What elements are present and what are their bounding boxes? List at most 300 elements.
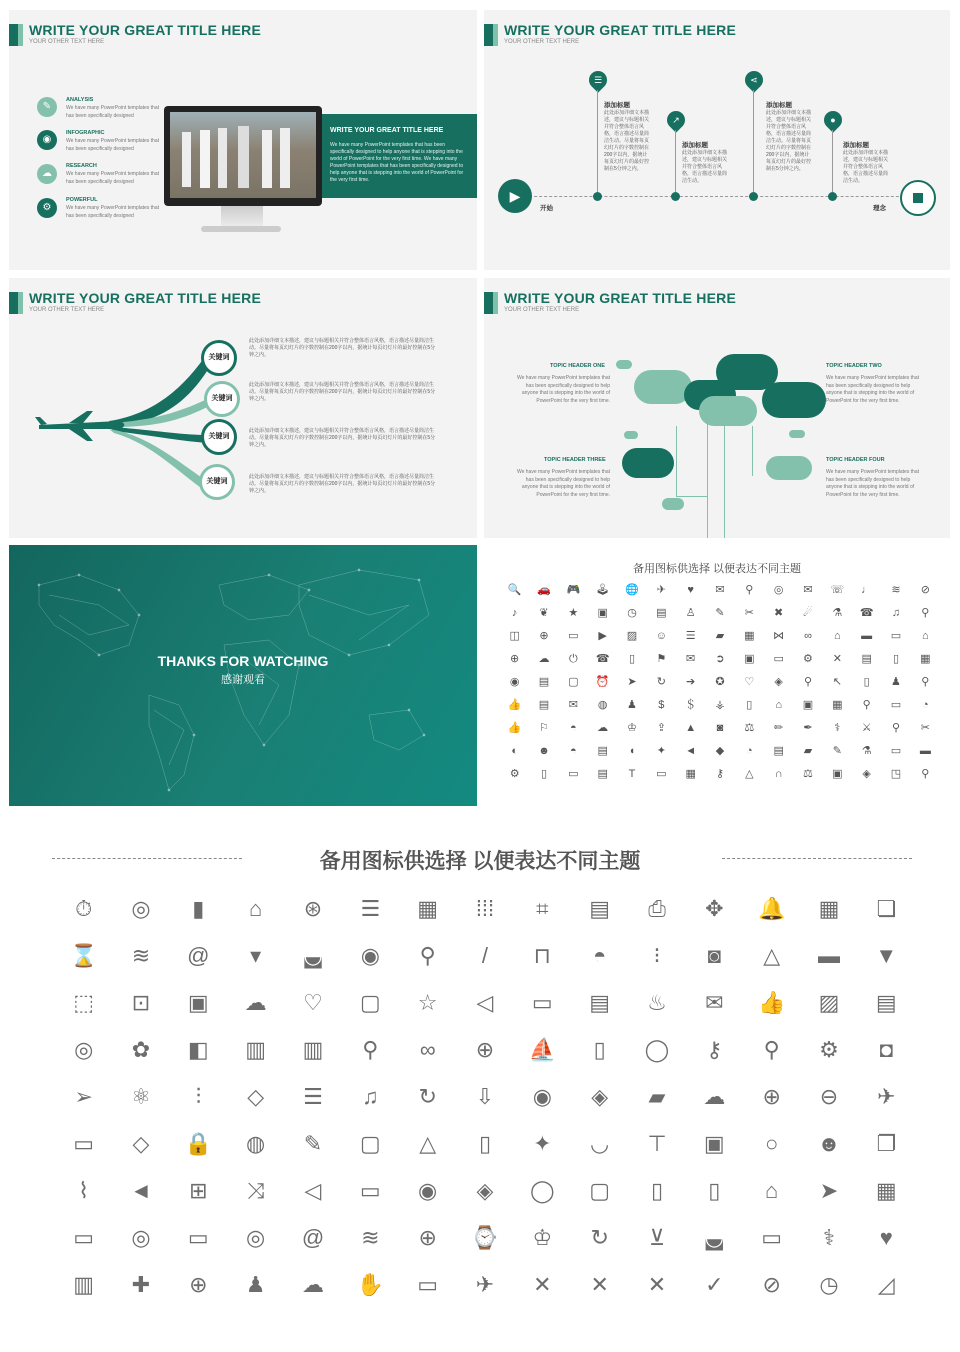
- watch-icon: ⌚: [471, 1225, 499, 1250]
- phone2-icon: ☎: [859, 607, 874, 619]
- heart-icon: ♥: [687, 584, 694, 596]
- presentation-icon: ◿: [877, 1272, 895, 1297]
- thanks-title: THANKS FOR WATCHING: [157, 653, 329, 669]
- topic-text: We have many PowerPoint templates that has been specifically designed to help anyone that is stepping into the world of PowerPoint for the very first time.: [516, 375, 610, 404]
- gear2-icon: ⚙: [509, 768, 520, 780]
- pencil-icon: ✏: [774, 722, 784, 734]
- video-icon: ▭: [531, 990, 553, 1015]
- card-icon: ▭: [656, 768, 667, 780]
- at-icon: @: [187, 943, 210, 968]
- trophy-icon: ♔: [532, 1225, 553, 1250]
- slide-analysis: [9, 10, 477, 270]
- graduation-cap-icon: △: [763, 943, 781, 968]
- mic-icon: ♩: [861, 584, 873, 596]
- big-icon-title: 备用图标供选择 以便表达不同主题: [319, 850, 641, 873]
- checkmark-icon: ✓: [705, 1272, 724, 1297]
- slide-subtitle: YOUR OTHER TEXT HERE: [504, 307, 580, 313]
- controller-icon: 🕹: [595, 584, 610, 596]
- pen2-icon: ✒: [803, 722, 813, 734]
- target-icon: ◎: [74, 1037, 94, 1062]
- folder-add-icon: ▭: [761, 1225, 783, 1250]
- checklist-icon: ✎: [37, 97, 57, 117]
- chat-icon: ❏: [876, 896, 897, 921]
- send-icon: ➤: [819, 1178, 839, 1203]
- money-icon: $: [658, 699, 665, 711]
- speech-bubble-icon: ◯: [530, 1178, 555, 1203]
- atv-icon: ◉: [360, 943, 380, 968]
- alarm-icon: ⏰: [595, 676, 610, 688]
- big-icon-grid: [55, 885, 915, 1308]
- music-icon: ♫: [891, 607, 901, 619]
- cursor-icon: ↖: [832, 676, 842, 688]
- title-accent-bar: [484, 292, 498, 314]
- title-accent-bar: [484, 24, 498, 46]
- timeline-line: [514, 196, 924, 197]
- eraser-icon: ▰: [803, 745, 813, 757]
- scale-icon: ⚖: [744, 722, 755, 734]
- heart-icon: ♡: [303, 990, 323, 1015]
- broadcast-icon: ◉: [532, 1084, 552, 1109]
- timeline-dot: [749, 192, 758, 201]
- drink-icon: ◫: [509, 630, 520, 642]
- vehicle-icon: ▭: [568, 630, 579, 642]
- hospital-icon: ▥: [73, 1272, 95, 1297]
- topic-title: TOPIC HEADER ONE: [550, 363, 605, 369]
- send-icon: ➤: [627, 676, 637, 688]
- monitor-image: [164, 106, 322, 206]
- chair-icon: ◳: [890, 768, 902, 780]
- keyword-circle: 关键词: [201, 340, 237, 376]
- scissors-icon: ✂: [744, 607, 754, 619]
- pin-icon: ⚲: [921, 607, 930, 619]
- slide-title: WRITE YOUR GREAT TITLE HERE: [29, 22, 261, 38]
- stopwatch-icon: ⏱: [75, 896, 93, 921]
- key-icon: ⚷: [706, 1037, 723, 1062]
- bandage-icon: ✕: [533, 1272, 552, 1297]
- feature-text: We have many PowerPoint templates that has been specifically designed: [66, 138, 160, 152]
- brush-icon: ⚕: [834, 722, 841, 734]
- hanger-icon: ⌂: [834, 630, 841, 642]
- item-title: 添加标题: [843, 142, 869, 149]
- item-title: 添加标题: [604, 102, 630, 109]
- hourglass-icon: ⌛: [69, 943, 98, 968]
- text-box: [322, 114, 477, 198]
- tag-icon: ◈: [862, 768, 871, 780]
- globe-icon: ⊕: [418, 1225, 437, 1250]
- camera-icon: ◘: [879, 1037, 893, 1062]
- dollar-icon: ＄: [685, 699, 697, 711]
- thumbs-up-icon: 👍: [757, 990, 786, 1015]
- satellite-icon: ☄: [803, 607, 813, 619]
- id-icon: ▤: [538, 676, 550, 688]
- cart-icon: ⊻: [648, 1225, 666, 1250]
- cloud-icon: ☁: [244, 990, 267, 1015]
- bottle-icon: ▮: [192, 896, 205, 921]
- title-accent-bar: [9, 24, 23, 46]
- envelope-icon: ✉: [715, 584, 725, 596]
- item-text: 此处添加详细文本描述，建议与标题相关并符合整体语言风格，语言描述尽量简洁生动。: [682, 150, 728, 184]
- flag2-icon: ⚐: [539, 722, 549, 734]
- bus-icon: ▭: [359, 1178, 381, 1203]
- avatar-badge-icon: ◉: [418, 1178, 438, 1203]
- map-icon: ▥: [302, 1037, 324, 1062]
- car-icon: 🚗: [537, 584, 551, 596]
- dropper-icon: ⚲: [862, 699, 871, 711]
- telephone-icon: ☎: [595, 653, 610, 665]
- traffic-light-icon: ⁝: [653, 943, 661, 968]
- calendar-icon: ▦: [875, 1178, 897, 1203]
- item-text: 此处添加详细文本描述，建议与标题相关并符合整体语言风格，语言描述尽量简洁生动。尽量将每页幻灯片的字数控制在200字以内，据统计每页幻灯片的最好控制在5分钟之内。: [604, 110, 650, 172]
- tools-icon: ✕: [832, 653, 842, 665]
- leaf-icon: ❦: [539, 607, 549, 619]
- sliders-icon: ⫶: [195, 1084, 202, 1109]
- sedan-icon: ◛: [703, 1225, 725, 1250]
- next-icon: ➔: [686, 676, 696, 688]
- truck-icon: ▭: [187, 1225, 209, 1250]
- zoom-in-icon: ⊕: [475, 1037, 495, 1062]
- split-arrow-icon: ⤨: [246, 1178, 265, 1203]
- joystick-icon: ⚲: [921, 768, 930, 780]
- diamond-icon: ◇: [132, 1131, 150, 1156]
- folder-icon: ▭: [568, 768, 579, 780]
- like-icon: 👍: [507, 722, 522, 734]
- list-icon: ☰: [585, 67, 610, 92]
- bell-icon: ♪: [511, 607, 518, 619]
- video-icon: ▶: [598, 630, 607, 642]
- coffee-cup-icon: ▯: [650, 1178, 664, 1203]
- garage-icon: ⌂: [249, 896, 263, 921]
- plane-icon: ✈: [656, 584, 666, 596]
- feature-text: We have many PowerPoint templates that has been specifically designed: [66, 171, 160, 185]
- keyword-circle: 关键词: [199, 464, 235, 500]
- pipette-icon: ⚲: [891, 722, 901, 734]
- cup-icon: ▯: [892, 653, 900, 665]
- pencil-icon: ✎: [303, 1131, 323, 1156]
- keyword-circle: 关键词: [204, 381, 240, 417]
- crop-icon: ⌗: [536, 896, 549, 921]
- cone-icon: ▲: [685, 722, 697, 734]
- brain-icon: ☁: [301, 1272, 324, 1297]
- award-icon: ✪: [715, 676, 725, 688]
- slide-airplane: [9, 278, 477, 538]
- feature-text: We have many PowerPoint templates that has been specifically designed: [66, 105, 160, 119]
- title-accent-bar: [9, 292, 23, 314]
- mute-icon: ◁: [476, 990, 494, 1015]
- search-icon: ⚲: [763, 1037, 780, 1062]
- bulb-outline-icon: ○: [765, 1131, 779, 1156]
- shop-icon: ▤: [861, 653, 872, 665]
- paragraph: 此处添加详细文本描述，建议与标题相关并符合整体语言风格，语言描述尽量简洁生动。尽量将每页幻灯片的字数控制在200字以内，据统计每页幻灯片的最好控制在5分钟之内。: [249, 382, 436, 402]
- refresh-icon: ↻: [656, 676, 666, 688]
- end-label: 理念: [873, 205, 886, 212]
- gem-icon: ◆: [715, 745, 725, 757]
- mail2-icon: ✉: [568, 699, 578, 711]
- compass-icon: ⊘: [762, 1272, 781, 1297]
- topic-title: TOPIC HEADER TWO: [826, 363, 882, 369]
- car-icon: ◛: [302, 943, 324, 968]
- photo-icon: ▣: [597, 607, 608, 619]
- compass-icon: ⊘: [920, 584, 930, 596]
- heartbeat-icon: ♥: [879, 1225, 893, 1250]
- topic-text: We have many PowerPoint templates that has been specifically designed to help anyone that is stepping into the world of PowerPoint for the very first time.: [516, 469, 610, 498]
- tv-icon: ▢: [359, 990, 381, 1015]
- music-icon: ♫: [362, 1084, 379, 1109]
- mortarboard-icon: △: [419, 1131, 437, 1156]
- slide-title: WRITE YOUR GREAT TITLE HERE: [29, 290, 261, 306]
- newspaper-icon: ▤: [589, 990, 611, 1015]
- gauge-icon: ◔: [746, 745, 753, 757]
- link-icon: ∞: [804, 630, 812, 642]
- keyword-circle: 关键词: [201, 419, 237, 455]
- slide-timeline: [484, 10, 950, 270]
- trash-icon: ▯: [540, 768, 548, 780]
- astro-icon: ✦: [656, 745, 666, 757]
- email-icon: ✉: [686, 653, 696, 665]
- feature-title: ANALYSIS: [66, 97, 94, 103]
- thumb-icon: 👍: [507, 699, 522, 711]
- star-icon: ☆: [417, 990, 438, 1015]
- start-label: 开始: [540, 205, 553, 212]
- spy-icon: ◈: [476, 1178, 494, 1203]
- cd-icon: ◎: [131, 1225, 151, 1250]
- heart2-icon: ♡: [744, 676, 755, 688]
- necktie-icon: ▼: [875, 943, 898, 968]
- zoom-icon: ⚲: [803, 676, 813, 688]
- smartphone-icon: ▯: [708, 1178, 721, 1203]
- star-icon: ★: [568, 607, 579, 619]
- film-camera-icon: ◙: [707, 943, 721, 968]
- doc-icon: ▤: [597, 768, 608, 780]
- lifebuoy-icon: ◎: [246, 1225, 266, 1250]
- card2-icon: ▣: [832, 768, 843, 780]
- search-icon: 🔍: [507, 584, 522, 596]
- wifi-icon: ≋: [131, 943, 151, 968]
- file-icon: ▯: [628, 653, 636, 665]
- disc-icon: ◎: [131, 896, 151, 921]
- storefront-icon: ⌂: [765, 1178, 779, 1203]
- phone-icon: ☏: [830, 584, 845, 596]
- slide-icon-sheet: [484, 545, 950, 806]
- chart-icon: ▦: [744, 630, 755, 642]
- item-text: 此处添加详细文本描述，建议与标题相关并符合整体语言风格，语言描述尽量简洁生动。尽量将每页幻灯片的字数控制在200字以内，据统计每页幻灯片的最好控制在5分钟之内。: [766, 110, 812, 172]
- timer-icon: ◔: [922, 699, 929, 711]
- user-icon: ♟: [891, 676, 901, 688]
- item-title: 添加标题: [766, 102, 792, 109]
- list-icon: ☰: [685, 630, 696, 642]
- airplane-icon: ✈: [877, 1084, 896, 1109]
- camera-icon: ◉: [509, 676, 520, 688]
- flower-icon: ✿: [131, 1037, 151, 1062]
- power-icon: ⏻: [568, 653, 578, 665]
- megaphone-icon: ◄: [685, 745, 697, 757]
- glasses-icon: ◎: [773, 584, 784, 596]
- people-icon: ♟: [627, 699, 637, 711]
- sign-icon: ⚶: [715, 699, 725, 711]
- house-icon: ⌂: [775, 699, 782, 711]
- tshirt-icon: ⊤: [647, 1131, 667, 1156]
- clock-icon: ◷: [627, 607, 637, 619]
- globe-icon: 🌐: [625, 584, 639, 596]
- mobile-icon: ▯: [746, 699, 753, 711]
- feature-title: RESEARCH: [66, 163, 97, 169]
- network-icon: ⋈: [773, 630, 785, 642]
- wallet-icon: ▭: [73, 1225, 95, 1250]
- megaphone-icon: ◄: [130, 1178, 152, 1203]
- chat-icon: ☁: [538, 653, 550, 665]
- inbox-icon: ▤: [589, 896, 611, 921]
- list-icon: ☰: [360, 896, 381, 921]
- spray-icon: ⚗: [861, 745, 872, 757]
- zoom-out-icon: ⊖: [819, 1084, 839, 1109]
- frame-icon: ⊡: [131, 990, 151, 1015]
- bell-icon: 🔔: [757, 896, 786, 921]
- team-icon: ☺: [655, 630, 667, 642]
- calendar-icon: ▦: [832, 699, 843, 711]
- person-icon: ♙: [685, 607, 696, 619]
- doctor-icon: ♟: [245, 1272, 266, 1297]
- bandages-icon: ✕: [590, 1272, 609, 1297]
- slide-title: WRITE YOUR GREAT TITLE HERE: [504, 22, 736, 38]
- cover-icon: ▤: [538, 699, 550, 711]
- news-icon: ▤: [875, 990, 897, 1015]
- download-icon: ⇩: [475, 1084, 495, 1109]
- windows-icon: ⊞: [189, 1178, 208, 1203]
- knife-icon: ⚔: [861, 722, 872, 734]
- paint-icon: ✎: [832, 745, 842, 757]
- slide-subtitle: YOUR OTHER TEXT HERE: [29, 39, 105, 45]
- topic-title: TOPIC HEADER THREE: [544, 457, 606, 463]
- party-icon: ✦: [533, 1131, 552, 1156]
- lightbulb-icon: ●: [820, 107, 845, 132]
- paragraph: 此处添加详细文本描述，建议与标题相关并符合整体语言风格，语言描述尽量简洁生动。尽量将每页幻灯片的字数控制在200字以内，据统计每页幻灯片的最好控制在5分钟之内。: [249, 338, 436, 358]
- picture-icon: ▨: [626, 630, 638, 642]
- text-icon: T: [628, 768, 636, 780]
- sync-icon: ↻: [590, 1225, 609, 1250]
- screen-icon: ▣: [802, 699, 814, 711]
- hand-icon: ✋: [356, 1272, 385, 1297]
- connector: [832, 130, 833, 192]
- speaker-icon: ◁: [304, 1178, 322, 1203]
- ticket-icon: ◇: [247, 1084, 265, 1109]
- cloud-sync-icon: ☁: [703, 1084, 726, 1109]
- item-title: 添加标题: [682, 142, 708, 149]
- flag-icon: ⚑: [656, 653, 667, 665]
- bulb-icon: ◍: [597, 699, 608, 711]
- pen-icon: ✎: [715, 607, 725, 619]
- camera-icon: ◉: [37, 130, 57, 150]
- atom-icon: ⚛: [131, 1084, 151, 1109]
- globe2-icon: ⊕: [510, 653, 520, 665]
- tag-icon: ◈: [591, 1084, 609, 1109]
- play-icon: ▶: [498, 179, 532, 213]
- rocket-icon: ⇪: [656, 722, 666, 734]
- icon-grid: [500, 581, 940, 784]
- share-arrow-icon: ↗: [663, 107, 688, 132]
- slide-thanks: [9, 545, 477, 806]
- home-icon: ⌂: [922, 630, 929, 642]
- monitor-base: [201, 226, 281, 232]
- ambulance-icon: ▭: [417, 1272, 439, 1297]
- topic-title: TOPIC HEADER FOUR: [826, 457, 885, 463]
- group-icon: ☻: [817, 1131, 841, 1156]
- grid-icon: ⁞⁞⁞: [475, 896, 495, 921]
- tool-icon: ✖: [774, 607, 784, 619]
- sticky-notes-icon: ◧: [187, 1037, 209, 1062]
- slide-subtitle: YOUR OTHER TEXT HERE: [504, 39, 580, 45]
- tray-icon: ▢: [589, 1178, 611, 1203]
- arrow-icon: ➲: [715, 653, 725, 665]
- box-text: We have many PowerPoint templates that has been specifically designed to help anyone that is stepping into the world of PowerPoint for the very first time. We have many PowerPoint templates that has been specifically designed to help anyone that is stepping into the world of PowerPoint for the very first time.: [330, 142, 464, 183]
- web-icon: ⊕: [539, 630, 549, 642]
- padlock-icon: 🔒: [184, 1131, 213, 1156]
- recycle-icon: ↻: [418, 1084, 437, 1109]
- steering-wheel-icon: ⊛: [303, 896, 323, 921]
- palette-icon: ◐: [511, 745, 518, 757]
- frame-filled-icon: ▣: [187, 990, 209, 1015]
- label-icon: ▭: [73, 1131, 95, 1156]
- tiles-icon: ▦: [417, 896, 439, 921]
- motorcycle-icon: ⚲: [419, 943, 436, 968]
- slide-subtitle: YOUR OTHER TEXT HERE: [29, 307, 105, 313]
- location-icon: ⚲: [362, 1037, 379, 1062]
- stop-icon: [900, 180, 936, 216]
- medal-icon: ◈: [774, 676, 783, 688]
- suitcase-icon: ▬: [817, 943, 840, 968]
- speedometer-icon: ◓: [593, 943, 607, 968]
- share-icon: ⋖: [741, 67, 766, 92]
- topic-text: We have many PowerPoint templates that has been specifically designed to help anyone that is stepping into the world of PowerPoint for the very first time.: [826, 469, 920, 498]
- film-icon: ▥: [245, 1037, 267, 1062]
- start-sign-icon: ⊓: [533, 943, 551, 968]
- zoom-plus-icon: ⊕: [762, 1084, 781, 1109]
- helmet-icon: ◓: [570, 722, 577, 734]
- mask-icon: ☻: [538, 745, 550, 757]
- bag-icon: ▰: [715, 630, 725, 642]
- paper-plane-icon: ➢: [74, 1084, 93, 1109]
- lightbulb-icon: ◍: [246, 1131, 266, 1156]
- monitor-icon: ▢: [359, 1131, 381, 1156]
- box-title: WRITE YOUR GREAT TITLE HERE: [330, 127, 444, 134]
- paperclip-icon: ⌇: [78, 1178, 90, 1203]
- tablet-icon: ▯: [863, 676, 870, 688]
- paragraph: 此处添加详细文本描述，建议与标题相关并符合整体语言风格，语言描述尽量简洁生动。尽量将每页幻灯片的字数控制在200字以内，据统计每页幻灯片的最好控制在5分钟之内。: [249, 474, 436, 494]
- item-text: 此处添加详细文本描述，建议与标题相关并符合整体语言风格，语言描述尽量简洁生动。: [843, 150, 889, 184]
- connector: [753, 90, 754, 192]
- tie-icon: ▾: [250, 943, 262, 968]
- fire-icon: ♨: [647, 990, 667, 1015]
- slide-clouds: [484, 278, 950, 538]
- cake-icon: ▤: [773, 745, 784, 757]
- move-icon: ✥: [705, 896, 724, 921]
- case-icon: ▣: [744, 653, 755, 665]
- clock-icon: ◷: [819, 1272, 839, 1297]
- email-at-icon: @: [301, 1225, 325, 1250]
- piggy-icon: ◖: [628, 745, 636, 757]
- road-icon: /: [481, 943, 489, 968]
- timeline-dot: [671, 192, 680, 201]
- frame-icon: ▢: [568, 676, 579, 688]
- close-icon: ✕: [647, 1272, 667, 1297]
- topic-text: We have many PowerPoint templates that has been specifically designed to help anyone that is stepping into the world of PowerPoint for the very first time.: [826, 375, 920, 404]
- timeline-dot: [828, 192, 837, 201]
- wifi-icon: ≋: [891, 584, 901, 596]
- slide-title: WRITE YOUR GREAT TITLE HERE: [504, 290, 736, 306]
- select-dashed-icon: ⬚: [73, 990, 95, 1015]
- trophy-icon: ♔: [627, 722, 637, 734]
- medicine-bottle-icon: ✚: [131, 1272, 151, 1297]
- battery-icon: ▭: [773, 653, 784, 665]
- settings-icon: ⚙: [803, 653, 813, 665]
